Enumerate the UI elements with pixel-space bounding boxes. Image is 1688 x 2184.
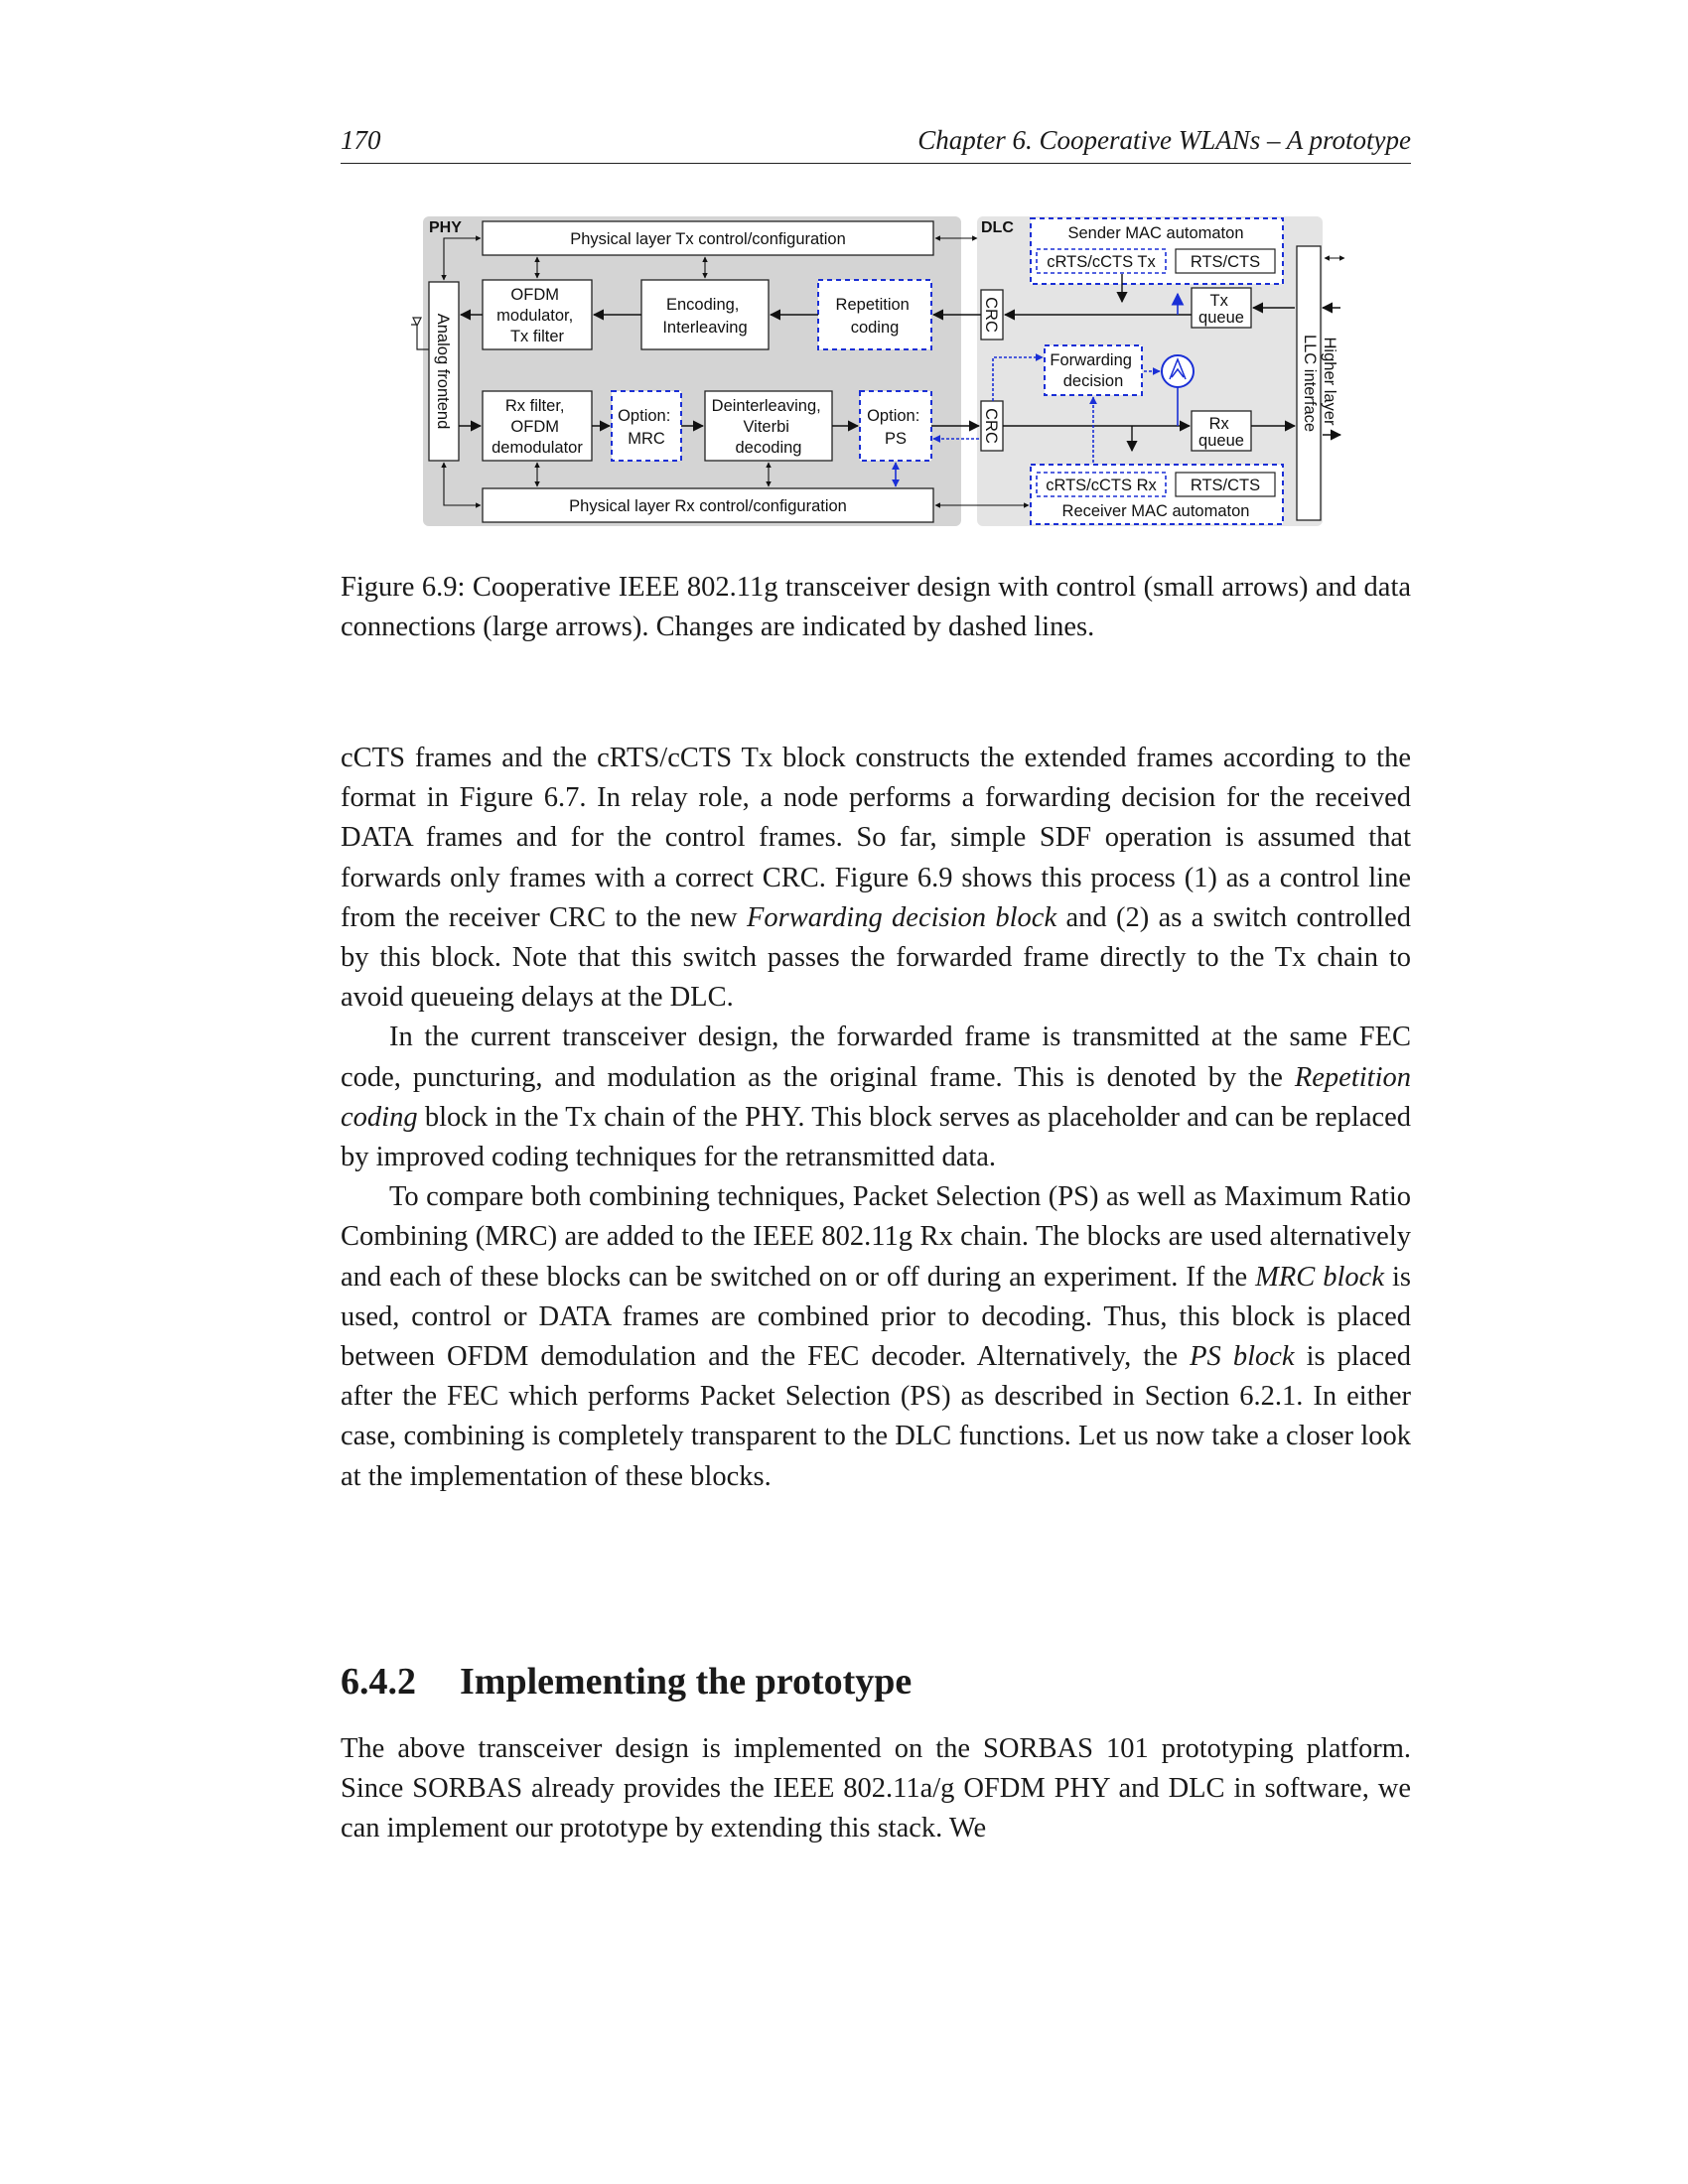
rx-filter-l1: Rx filter, — [504, 397, 565, 415]
crts-tx-text: cRTS/cCTS Tx — [1047, 253, 1156, 271]
mrc-block-term: MRC block — [1255, 1261, 1384, 1293]
caption-text: Cooperative IEEE 802.11g transceiver design with control (small arrows) and data connections (large arrows). Changes are indicated by dashed lines. — [341, 572, 1412, 642]
section-title: Implementing the prototype — [460, 1661, 913, 1703]
paragraph-1: cCTS frames and the cRTS/cCTS Tx block constructs the extended frames according to the format in Figure 6.7. In relay role, a node performs a forwarding decision for the received DATA frames and for the control frames. So far, simple SDF operation is assumed that forwards only frames with a correct CRC. Figure 6.9 shows this process (1) as a control line from the receiver CRC to the new Forwarding decision block and (2) as a switch controlled by this block. Note that this switch passes the forwarded frame directly to the Tx chain to avoid queueing delays at the DLC. — [341, 743, 1411, 1014]
ofdm-mod-l3: Tx filter — [509, 328, 565, 345]
crts-rx-text: cRTS/cCTS Rx — [1046, 477, 1157, 494]
rx-filter-l2: OFDM — [510, 418, 559, 436]
phy-tx-ctrl-text: Physical layer Tx control/configuration — [570, 230, 846, 248]
section-heading — [341, 1660, 912, 1704]
tx-queue-l2: queue — [1198, 309, 1244, 327]
mrc-box — [612, 391, 681, 461]
rx-filter-l3: demodulator — [492, 439, 583, 457]
ps-l1: Option: — [867, 407, 920, 425]
phy-label: PHY — [429, 219, 462, 236]
caption-label: Figure 6.9: — [341, 572, 466, 603]
paragraph-3: To compare both combining techniques, Packet Selection (PS) as well as Maximum Ratio Combining (MRC) are added to the IEEE 802.11g Rx chain. The blocks are used alternatively and each of these blocks can be switched on or off during an experiment. If the MRC block is used, control or DATA frames are combined prior to decoding. Thus, this block is placed between OFDM demodulation and the FEC decoder. Alternatively, the PS block is placed after the FEC which performs Packet Selection (PS) as described in Section 6.2.1. In either case, combining is completely transparent to the DLC functions. Let us now take a closer look at the implementation of these blocks. — [341, 1181, 1411, 1492]
phy-rx-ctrl-text: Physical layer Rx control/configuration — [569, 497, 847, 515]
crc-rx-text: CRC — [982, 408, 1000, 444]
repetition-coding-term: Repetition coding — [341, 1061, 1411, 1133]
higher-layer-text: Higher layer — [1321, 337, 1338, 426]
deint-l2: Viterbi — [743, 418, 789, 436]
rts-cts-tx-text: RTS/CTS — [1190, 253, 1261, 271]
chapter-title: Chapter 6. Cooperative WLANs – A prototype — [917, 125, 1411, 155]
phy-region — [423, 216, 961, 526]
tx-queue-l1: Tx — [1209, 292, 1228, 310]
llc-text: LLC interface — [1301, 334, 1319, 433]
repetition-box — [818, 280, 931, 349]
mrc-l1: Option: — [618, 407, 671, 425]
rx-queue-l2: queue — [1198, 432, 1244, 450]
paragraph-2: In the current transceiver design, the forwarded frame is transmitted at the same FEC code, puncturing, and modulation as the original frame. This is denoted by the Repetition coding block in the Tx chain of the PHY. This block serves as placeholder and can be replaced by improved coding techniques for the retransmitted data. — [341, 1022, 1412, 1173]
forwarding-l2: decision — [1062, 372, 1124, 390]
deint-l1: Deinterleaving, — [711, 397, 821, 415]
ps-box — [860, 391, 931, 461]
forwarding-l1: Forwarding — [1050, 351, 1132, 369]
repetition-l1: Repetition — [835, 296, 910, 314]
ps-l2: PS — [884, 430, 908, 448]
body-text-top — [341, 739, 1411, 1497]
receiver-mac-text: Receiver MAC automaton — [1061, 502, 1250, 520]
mrc-l2: MRC — [628, 430, 665, 448]
body-text-bottom — [341, 1729, 1411, 1849]
dlc-label: DLC — [981, 219, 1014, 236]
encoding-l2: Interleaving — [662, 319, 748, 337]
figure-caption — [341, 568, 1411, 647]
forwarding-decision-term: Forwarding decision block — [746, 901, 1057, 933]
rts-cts-rx-text: RTS/CTS — [1190, 477, 1261, 494]
section-number: 6.4.2 — [341, 1661, 416, 1703]
crc-tx-text: CRC — [982, 297, 1000, 333]
sender-mac-text: Sender MAC automaton — [1067, 224, 1244, 242]
ofdm-mod-l2: modulator, — [496, 307, 574, 325]
page-number: 170 — [341, 125, 381, 155]
analog-frontend-text: Analog frontend — [434, 313, 452, 430]
ofdm-mod-l1: OFDM — [510, 286, 559, 304]
ps-block-term: PS block — [1190, 1341, 1295, 1373]
page-header — [341, 123, 1411, 164]
rx-queue-l1: Rx — [1208, 415, 1229, 433]
paragraph-4: The above transceiver design is implemented on the SORBAS 101 prototyping platform. Since SORBAS already provides the IEEE 802.11a/g OFDM PHY and DLC in software, we can implement our prototype by extending this stack. We — [341, 1733, 1411, 1844]
encoding-box — [641, 280, 769, 349]
repetition-l2: coding — [850, 319, 900, 337]
transceiver-diagram — [417, 210, 1338, 538]
encoding-l1: Encoding, — [666, 296, 740, 314]
deint-l3: decoding — [735, 439, 802, 457]
